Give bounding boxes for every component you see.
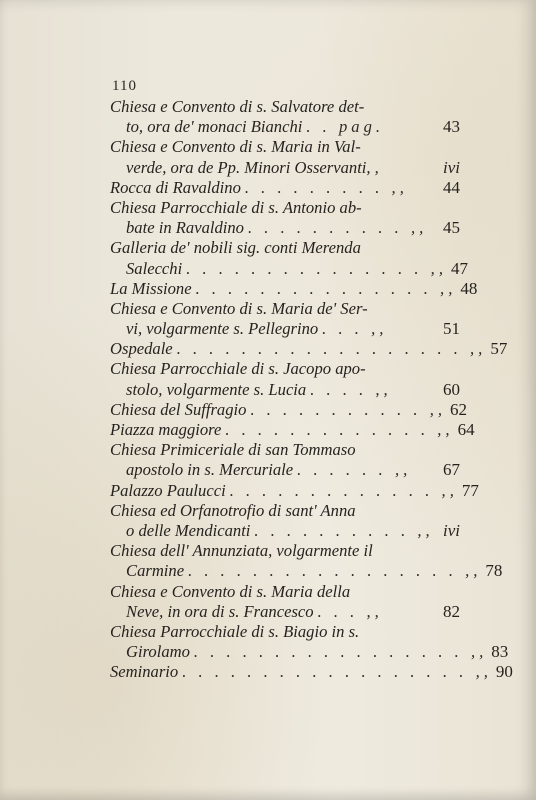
toc-entry-text: o delle Mendicanti bbox=[126, 520, 251, 540]
toc-page-number: 44 bbox=[443, 177, 460, 197]
toc-entry-text: Chiesa ed Orfanotrofio di sant' Anna bbox=[110, 500, 356, 520]
toc-line bbox=[110, 97, 460, 117]
toc-line bbox=[110, 359, 460, 379]
toc-entry-text: Chiesa e Convento di s. Maria della bbox=[110, 581, 351, 601]
toc-line bbox=[110, 258, 468, 279]
toc-leader-dots: . . . . . . . . . . . . . . . ,, bbox=[186, 258, 447, 278]
toc-line bbox=[110, 602, 460, 622]
toc-leader-dots: . . . ,, bbox=[317, 601, 383, 621]
toc-page-number: 51 bbox=[443, 319, 460, 339]
toc-entry bbox=[110, 137, 460, 177]
toc-line bbox=[110, 380, 460, 400]
toc-entry-text: Chiesa Parrocchiale di s. Antonio ab- bbox=[110, 197, 362, 217]
toc-entry bbox=[110, 97, 460, 137]
toc-entry-text: verde, ora de Pp. Minori Osservanti, bbox=[126, 157, 371, 177]
page-number: 110 bbox=[112, 78, 137, 94]
toc-page-number: 60 bbox=[443, 379, 460, 399]
toc-leader-dots: . . . . . . . . . . . . . . . . . . ,, bbox=[182, 662, 492, 682]
toc-entry-text: Chiesa Parrocchiale di s. Biagio in s. bbox=[110, 621, 360, 641]
toc-line bbox=[110, 420, 475, 440]
toc-entry-text: La Missione bbox=[110, 278, 192, 298]
toc-line bbox=[110, 561, 503, 581]
toc-entry-text: Galleria de' nobili sig. conti Merenda bbox=[110, 238, 361, 258]
toc-entry bbox=[110, 440, 460, 480]
toc-line bbox=[110, 460, 460, 480]
toc-page-number: 62 bbox=[450, 399, 467, 419]
toc-leader-dots: . . . . . . . . . . . . . . . . . . ,, bbox=[176, 339, 487, 359]
toc-entry-text: Chiesa del Suffragio bbox=[110, 399, 247, 419]
toc-line bbox=[110, 299, 460, 319]
toc-entry bbox=[110, 399, 467, 420]
toc-entry-text: vi, volgarmente s. Pellegrino bbox=[126, 319, 319, 339]
toc-leader-dots: . . . . . . . . . . . . . ,, bbox=[229, 480, 458, 500]
toc-leader-dots: , bbox=[374, 157, 383, 177]
toc-entry bbox=[110, 339, 508, 359]
toc-line bbox=[110, 339, 508, 359]
toc-leader-dots: . . pag. bbox=[306, 117, 385, 137]
toc-entry bbox=[110, 541, 503, 581]
toc-entry bbox=[110, 420, 475, 440]
toc-page-number: 45 bbox=[443, 218, 460, 238]
toc-entry bbox=[110, 582, 460, 622]
toc-page-number: 47 bbox=[450, 258, 468, 278]
toc-leader-dots: . . . . . . ,, bbox=[297, 460, 412, 480]
toc-leader-dots: . . . . . . . . . . . . . ,, bbox=[225, 420, 454, 439]
toc-line bbox=[110, 198, 460, 218]
toc-entry bbox=[110, 662, 513, 682]
toc-entry-text: apostolo in s. Mercuriale bbox=[126, 460, 294, 480]
toc-leader-dots: . . . . ,, bbox=[310, 379, 392, 399]
toc-page-number: 90 bbox=[495, 662, 513, 682]
toc-line bbox=[110, 642, 509, 662]
toc-entry bbox=[110, 359, 460, 399]
toc-entry-text: Ospedale bbox=[110, 339, 173, 359]
toc-entry-text: Seminario bbox=[110, 662, 179, 682]
toc-page-number: 48 bbox=[460, 278, 478, 298]
toc-entry-text: Chiesa e Convento di s. Maria de' Ser- bbox=[110, 298, 368, 318]
toc-leader-dots: . . . . . . . . . ,, bbox=[244, 177, 408, 197]
toc-entry bbox=[110, 238, 468, 278]
toc-page-number: 64 bbox=[457, 420, 475, 439]
toc-entry-text: Neve, in ora di s. Francesco bbox=[126, 601, 314, 621]
toc-entry bbox=[110, 178, 460, 198]
toc-leader-dots: . . . . . . . . . . . . . . . . . ,, bbox=[193, 642, 488, 662]
toc-page-number: ivi bbox=[443, 157, 460, 177]
toc-line bbox=[110, 158, 460, 178]
toc-line bbox=[110, 137, 460, 157]
toc-entry bbox=[110, 501, 460, 541]
toc-leader-dots: . . . . . . . . . . . . . . . ,, bbox=[195, 278, 457, 298]
toc-leader-dots: . . . ,, bbox=[322, 319, 388, 339]
toc-entry-text: Chiesa Primiceriale di san Tommaso bbox=[110, 440, 356, 460]
toc-page-number: 82 bbox=[443, 601, 460, 621]
toc-page-number: ivi bbox=[443, 520, 460, 540]
toc-line bbox=[110, 440, 460, 460]
toc-line bbox=[110, 541, 460, 561]
toc-leader-dots: . . . . . . . . . . . ,, bbox=[250, 399, 446, 419]
toc-line bbox=[110, 399, 467, 420]
toc-line bbox=[110, 278, 478, 299]
toc-line bbox=[110, 480, 479, 501]
table-of-contents bbox=[110, 97, 513, 682]
toc-entry-text: Piazza maggiore bbox=[110, 420, 222, 439]
toc-line bbox=[110, 319, 460, 339]
toc-entry-text: Salecchi bbox=[126, 258, 183, 278]
toc-leader-dots: . . . . . . . . . . ,, bbox=[254, 520, 434, 540]
toc-page-number: 77 bbox=[461, 480, 479, 500]
toc-page-number: 83 bbox=[491, 642, 509, 662]
toc-line bbox=[110, 218, 460, 238]
toc-entry-text: Chiesa dell' Annunziata, volgarmente il bbox=[110, 541, 373, 561]
toc-entry-text: Chiesa e Convento di s. Salvatore det- bbox=[110, 97, 365, 116]
toc-entry-text: Palazzo Paulucci bbox=[110, 480, 226, 500]
toc-entry bbox=[110, 278, 478, 299]
toc-entry-text: bate in Ravaldino bbox=[126, 218, 244, 238]
toc-entry-text: Chiesa e Convento di s. Maria in Val- bbox=[110, 137, 361, 157]
toc-entry-text: stolo, volgarmente s. Lucia bbox=[126, 379, 307, 399]
toc-entry-text: Rocca di Ravaldino bbox=[110, 177, 241, 197]
toc-page-number: 57 bbox=[490, 339, 508, 359]
toc-line bbox=[110, 501, 460, 521]
toc-entry bbox=[110, 299, 460, 339]
toc-line bbox=[110, 521, 460, 541]
toc-page-number: 78 bbox=[485, 561, 503, 581]
toc-page-number: 43 bbox=[443, 117, 460, 137]
toc-line bbox=[110, 238, 460, 258]
toc-line bbox=[110, 582, 460, 602]
toc-entry-text: Carmine bbox=[126, 561, 185, 581]
toc-entry-text: to, ora de' monaci Bianchi bbox=[126, 117, 303, 137]
toc-entry bbox=[110, 480, 479, 501]
toc-line bbox=[110, 622, 460, 642]
toc-page-number: 67 bbox=[443, 460, 460, 480]
toc-line bbox=[110, 662, 513, 682]
toc-line bbox=[110, 117, 460, 137]
toc-entry bbox=[110, 198, 460, 238]
toc-leader-dots: . . . . . . . . . . ,, bbox=[247, 218, 428, 238]
toc-entry-text: Chiesa Parrocchiale di s. Jacopo apo- bbox=[110, 359, 366, 379]
toc-entry bbox=[110, 621, 509, 662]
toc-entry-text: Girolamo bbox=[126, 642, 190, 662]
toc-leader-dots: . . . . . . . . . . . . . . . . . ,, bbox=[188, 561, 482, 581]
toc-line bbox=[110, 178, 460, 198]
